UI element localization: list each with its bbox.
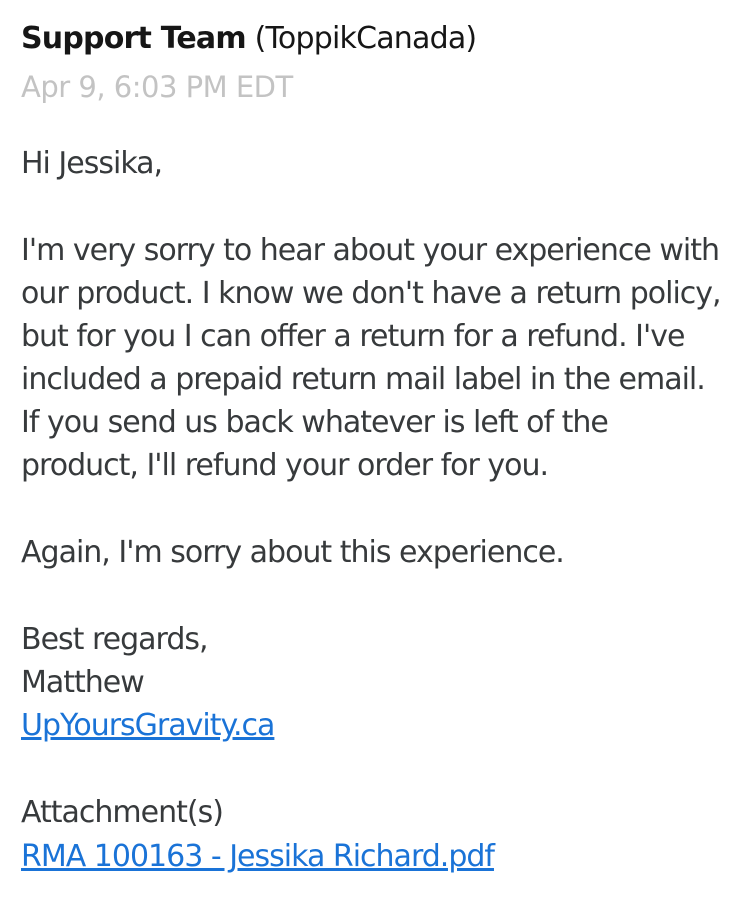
comment-timestamp: Apr 9, 6:03 PM EDT [21,70,293,104]
comment-author-line [21,20,729,58]
attachment-file-link[interactable]: RMA 100163 - Jessika Richard.pdf [21,839,494,874]
attachments-section [21,791,729,878]
author-name: Support Team [21,21,246,56]
signoff-line: Best regards, [21,622,208,657]
attachments-label: Attachment(s) [21,795,223,830]
body-paragraph-1: I'm very sorry to hear about your experience with our product. I know we don't have a return policy, but for you I can offer a return for a refund. I've included a prepaid return mail label in the email. If you send us back whatever is left of the product, I'll refund your order for you. [21,233,721,483]
signature-website-link[interactable]: UpYoursGravity.ca [21,708,275,743]
greeting-paragraph: Hi Jessika, [21,146,163,181]
body-paragraph-2: Again, I'm sorry about this experience. [21,535,564,570]
sender-name: Matthew [21,665,144,700]
signature-block [21,618,729,747]
comment-body [21,142,729,747]
author-organization: (ToppikCanada) [254,21,477,56]
